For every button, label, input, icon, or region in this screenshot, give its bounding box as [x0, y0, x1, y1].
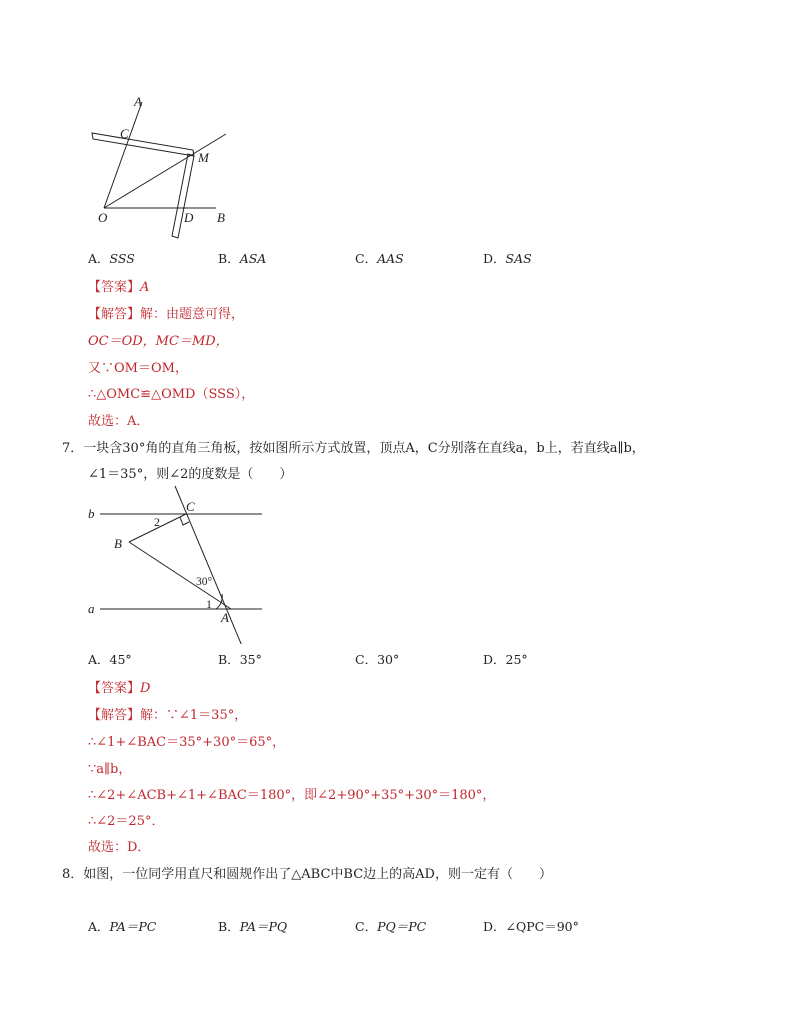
- q7-option-d[interactable]: D．25°: [483, 652, 528, 667]
- label-30: 30°: [196, 576, 213, 588]
- q6-solution-line-5: 故选：A．: [88, 414, 150, 429]
- q7-answer: 【答案】D: [88, 681, 151, 696]
- ruler-d: [172, 154, 194, 238]
- q6-solution-line-1: 【解答】解：由题意可得，: [88, 307, 245, 322]
- q7-solution-line-3: ∵a∥b，: [88, 762, 132, 777]
- q6-solution-line-2: OC＝OD，MC＝MD，: [88, 334, 229, 349]
- label-a: A: [134, 94, 142, 109]
- q6-option-b[interactable]: B．ASA: [218, 251, 267, 266]
- label-a-line: a: [88, 601, 95, 616]
- q8-option-b[interactable]: B．PA＝PQ: [218, 919, 288, 934]
- label-angle-2: 2: [154, 515, 160, 529]
- label-b-line: b: [88, 506, 95, 521]
- q7-figure: [80, 484, 280, 644]
- q6-answer: 【答案】A: [88, 280, 150, 295]
- ray-oa: [104, 102, 142, 208]
- q7-solution-line-2: ∴∠1+∠BAC＝35°+30°＝65°，: [88, 735, 286, 750]
- q6-solution-line-4: ∴△OMC≌△OMD（SSS），: [88, 387, 255, 402]
- q7-solution-line-5: ∴∠2＝25°．: [88, 814, 165, 829]
- label-d: D: [184, 210, 194, 225]
- q6-option-c[interactable]: C．AAS: [355, 251, 404, 266]
- q7-stem-line-1: 7．一块含30°角的直角三角板，按如图所示方式放置，顶点A，C分别落在直线a，b上，若直线a∥b，: [62, 441, 645, 456]
- q6-option-a[interactable]: A．SSS: [88, 251, 135, 266]
- side-ba: [129, 542, 231, 609]
- label-a-vertex: A: [221, 610, 229, 625]
- label-c: C: [186, 499, 195, 514]
- label-c: C: [120, 126, 129, 141]
- label-o: O: [98, 210, 108, 225]
- q8-option-d[interactable]: D．∠QPC＝90°: [483, 919, 579, 934]
- q7-option-c[interactable]: C．30°: [355, 652, 400, 667]
- q8-option-c[interactable]: C．PQ＝PC: [355, 919, 427, 934]
- q7-option-a[interactable]: A．45°: [88, 652, 132, 667]
- q7-stem-line-2: ∠1＝35°，则∠2的度数是（ ）: [88, 467, 293, 482]
- q7-option-b[interactable]: B．35°: [218, 652, 262, 667]
- q8-option-a[interactable]: A．PA＝PC: [88, 919, 157, 934]
- q8-stem: 8．如图，一位同学用直尺和圆规作出了△ABC中BC边上的高AD，则一定有（ ）: [62, 867, 552, 882]
- ruler-c: [92, 133, 194, 156]
- q6-option-d[interactable]: D．SAS: [483, 251, 532, 266]
- label-b: B: [217, 210, 225, 225]
- right-angle-mark: [180, 517, 189, 525]
- q6-figure: [80, 90, 260, 240]
- label-b-vertex: B: [114, 536, 122, 551]
- q7-solution-line-4: ∴∠2+∠ACB+∠1+∠BAC＝180°，即∠2+90°+35°+30°＝180°，: [88, 788, 496, 803]
- q6-solution-line-3: 又∵OM＝OM，: [88, 361, 188, 376]
- q7-solution-line-6: 故选：D．: [88, 840, 151, 855]
- label-angle-1: 1: [206, 597, 212, 611]
- label-m: M: [198, 150, 209, 165]
- q7-solution-line-1: 【解答】解：∵∠1＝35°，: [88, 708, 248, 723]
